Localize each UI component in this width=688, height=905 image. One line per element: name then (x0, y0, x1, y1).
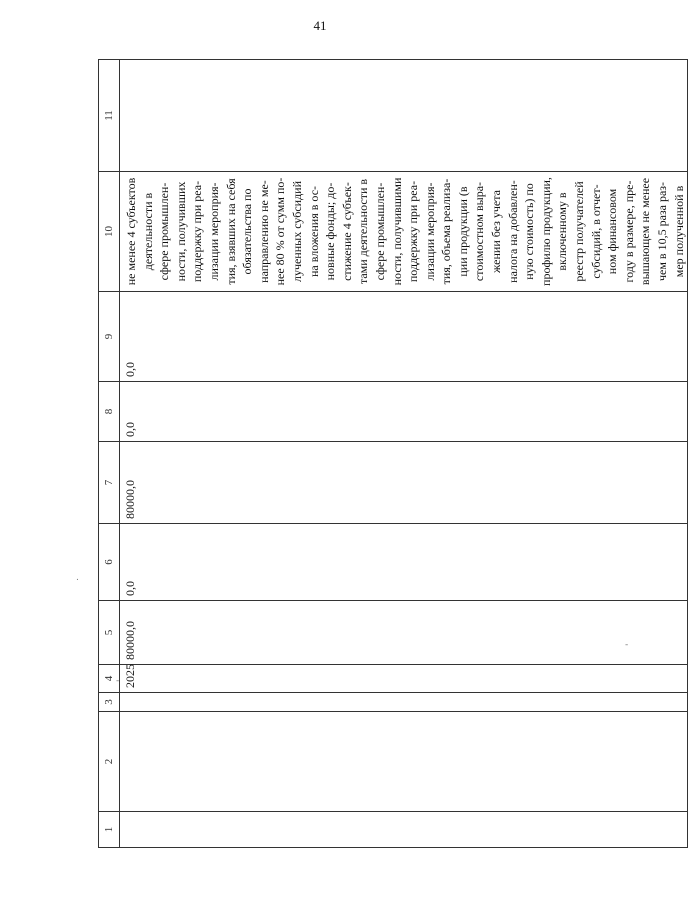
column-number: 7 (99, 442, 120, 524)
description-line: поддержку при реа- (190, 180, 205, 283)
cell-col-11 (120, 60, 688, 172)
cell-col-3 (120, 693, 688, 712)
description-line: чем в 10,5 раза раз- (655, 181, 669, 282)
description-line: деятельности в (140, 192, 155, 271)
description-line: жении без учета (489, 190, 504, 273)
cell-col-6: 0,0 (120, 524, 688, 601)
description-line: субсидий, в отчет- (588, 184, 603, 279)
description-line: лизации мероприя- (422, 182, 437, 281)
description-line: сфере промышлен- (372, 182, 387, 281)
cell-total: 80000,0 (120, 601, 688, 665)
description-line: стижение 4 субъек- (339, 182, 354, 281)
description-line: ности, получившими (389, 177, 404, 286)
description-line: нее 80 % от сумм по- (273, 177, 288, 286)
description-line: мер полученной в (671, 185, 686, 278)
column-number: 11 (99, 60, 120, 172)
table-row (120, 60, 688, 848)
rotated-table-frame (98, 60, 686, 848)
description-line: налога на добавлен- (505, 180, 520, 283)
description-line: ную стоимость) по (522, 183, 537, 280)
description-line: тия, взявших на себя (223, 178, 238, 285)
cell-col-9: 0,0 (120, 292, 688, 382)
description-line: ном финансовом (605, 188, 620, 275)
column-number: 9 (99, 292, 120, 382)
column-number: 1 (99, 812, 120, 848)
description-line: ности, получивших (173, 181, 188, 282)
landscape-table (98, 59, 688, 848)
cell-col-2 (120, 712, 688, 812)
description-line: сфере промышлен- (157, 182, 172, 281)
description-line: направлению не ме- (256, 180, 271, 283)
margin-mark: - (116, 676, 120, 686)
column-number-row (99, 60, 120, 848)
margin-mark: . (76, 573, 79, 583)
description-line: вышающем не менее (638, 177, 653, 286)
cell-col-8: 0,0 (120, 382, 688, 442)
description-line: не менее 4 субъектов (124, 177, 138, 286)
margin-mark: - (625, 640, 629, 650)
column-number: 3 (99, 693, 120, 712)
description-line: лученных субсидий (289, 180, 304, 283)
column-number: 2 (99, 712, 120, 812)
cell-year: 2025 (120, 665, 688, 693)
description-line: обязательства по (240, 188, 255, 275)
description-line: профилю продукции, (538, 177, 553, 286)
column-number: 6 (99, 524, 120, 601)
description-line: лизации мероприя- (206, 182, 221, 281)
cell-col-7: 80000,0 (120, 442, 688, 524)
description-line: новные фонды; до- (323, 182, 338, 281)
description-line: ции продукции (в (455, 186, 470, 277)
column-number: 5 (99, 601, 120, 665)
cell-col-1 (120, 812, 688, 848)
description-line: году в размере, пре- (621, 180, 636, 283)
column-number: 4 (99, 665, 120, 693)
description-line: тами деятельности в (356, 178, 371, 285)
column-number: 10 (99, 172, 120, 292)
description-line: тия, объема реализа- (439, 178, 454, 285)
description-line: стоимостном выра- (472, 181, 487, 282)
column-number: 8 (99, 382, 120, 442)
page-number: 41 (313, 18, 327, 33)
description-line: на вложения в ос- (306, 185, 321, 278)
cell-result-description (120, 172, 688, 292)
description-line: включенному в (555, 192, 570, 271)
description-line: реестр получателей (572, 181, 587, 282)
description-line: поддержку при реа- (406, 180, 421, 283)
